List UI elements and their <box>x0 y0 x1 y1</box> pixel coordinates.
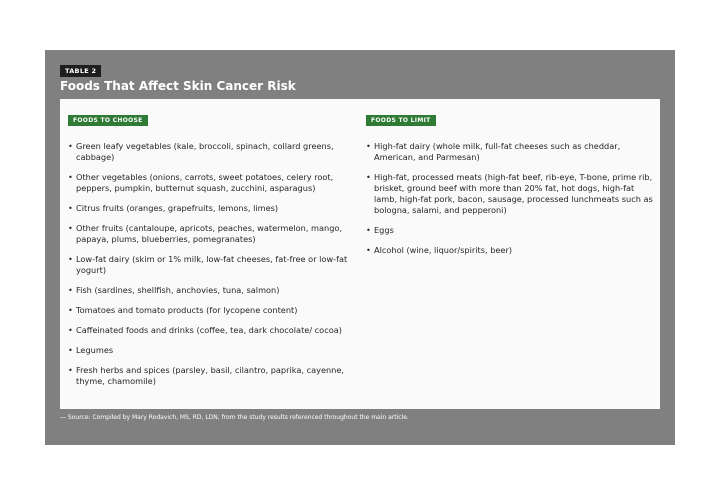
list-item <box>68 285 353 296</box>
list-item-text: Fresh herbs and spices (parsley, basil, cilantro, paprika, cayenne, thyme, chamomile) <box>76 365 344 386</box>
limit-list <box>366 141 656 256</box>
list-item-text: Citrus fruits (oranges, grapefruits, lemons, limes) <box>76 203 279 213</box>
bullet: • <box>68 141 73 151</box>
list-item <box>68 254 353 276</box>
bullet: • <box>366 172 371 182</box>
bullet: • <box>68 172 73 182</box>
choose-column <box>68 107 353 396</box>
list-item-text: Fish (sardines, shellfish, anchovies, tuna, salmon) <box>76 285 280 295</box>
bullet: • <box>68 345 73 355</box>
list-item <box>68 172 353 194</box>
bullet: • <box>68 203 73 213</box>
limit-header: FOODS TO LIMIT <box>366 115 436 126</box>
bullet: • <box>366 141 371 151</box>
list-item-text: Tomatoes and tomato products (for lycopene content) <box>76 305 298 315</box>
bullet: • <box>68 223 73 233</box>
list-item-text: Legumes <box>76 345 114 355</box>
list-item <box>68 223 353 245</box>
table-panel <box>45 50 675 445</box>
list-item-text: Alcohol (wine, liquor/spirits, beer) <box>374 245 513 255</box>
list-item-text: High-fat, processed meats (high-fat beef, rib-eye, T-bone, prime rib, brisket, ground beef with more than 20% fat, hot dogs, high-fat lamb, high-fat pork, bacon, sausage, processed lunchmeats such as bologna, salami, and pepperoni) <box>374 172 653 215</box>
limit-column <box>366 107 656 265</box>
list-item-text: Green leafy vegetables (kale, broccoli, spinach, collard greens, cabbage) <box>76 141 334 162</box>
list-item <box>68 141 353 163</box>
list-item-text: Other vegetables (onions, carrots, sweet potatoes, celery root, peppers, pumpkin, butternut squash, zucchini, asparagus) <box>76 172 334 193</box>
bullet: • <box>366 245 371 255</box>
bullet: • <box>68 365 73 375</box>
list-item-text: Low-fat dairy (skim or 1% milk, low-fat cheeses, fat-free or low-fat yogurt) <box>76 254 348 275</box>
list-item <box>366 141 656 163</box>
source-note: — Source: Compiled by Mary Rodavich, MS, RD, LDN, from the study results referenced throughout the main article. <box>60 414 409 421</box>
table-title: Foods That Affect Skin Cancer Risk <box>60 79 296 93</box>
list-item-text: Eggs <box>374 225 394 235</box>
list-item <box>68 325 353 336</box>
list-item-text: High-fat dairy (whole milk, full-fat cheeses such as cheddar, American, and Parmesan) <box>374 141 621 162</box>
bullet: • <box>366 225 371 235</box>
bullet: • <box>68 305 73 315</box>
list-item <box>68 203 353 214</box>
list-item <box>68 305 353 316</box>
list-item-text: Caffeinated foods and drinks (coffee, tea, dark chocolate/ cocoa) <box>76 325 342 335</box>
list-item <box>366 245 656 256</box>
choose-list <box>68 141 353 387</box>
list-item <box>68 365 353 387</box>
bullet: • <box>68 325 73 335</box>
table-label: TABLE 2 <box>60 65 101 77</box>
bullet: • <box>68 285 73 295</box>
list-item <box>366 225 656 236</box>
list-item-text: Other fruits (cantaloupe, apricots, peaches, watermelon, mango, papaya, plums, blueberries, pomegranates) <box>76 223 343 244</box>
bullet: • <box>68 254 73 264</box>
list-item <box>68 345 353 356</box>
choose-header: FOODS TO CHOOSE <box>68 115 148 126</box>
table-card <box>60 99 660 409</box>
list-item <box>366 172 656 216</box>
